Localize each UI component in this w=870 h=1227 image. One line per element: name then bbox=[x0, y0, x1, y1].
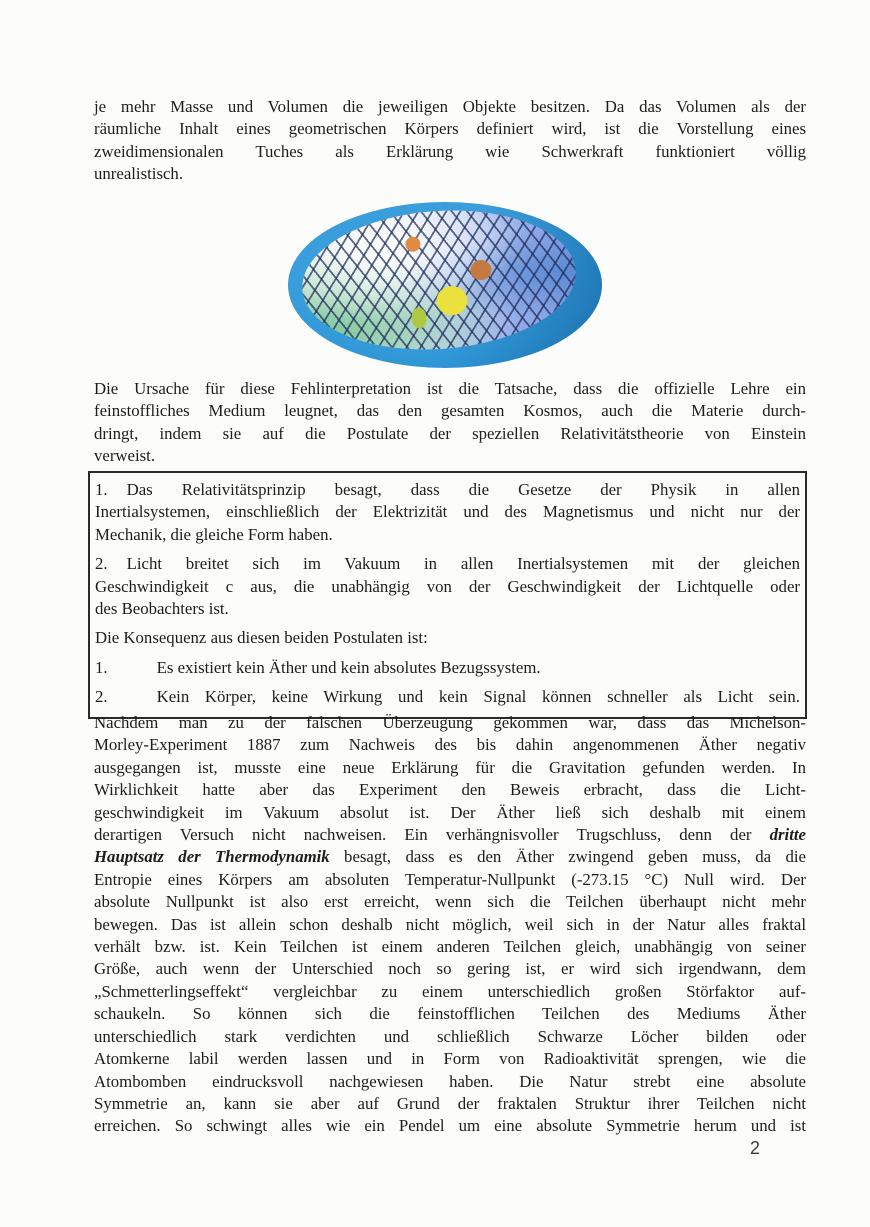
text-line bbox=[94, 118, 806, 140]
text-segment: Geschwindigkeit c aus, die unabhängig von der Geschwindigkeit der Lichtquelle oder bbox=[95, 576, 800, 596]
text-segment: Die Ursache für diese Fehlinterpretation ist die Tatsache, dass die offizielle Lehre ein bbox=[94, 379, 806, 398]
text-segment: Mechanik, die gleiche Form haben. bbox=[95, 524, 333, 544]
text-line bbox=[95, 501, 800, 523]
text-line bbox=[95, 627, 800, 649]
text-line bbox=[94, 846, 806, 868]
text-segment: 1. bbox=[95, 480, 108, 499]
text-line bbox=[94, 96, 806, 118]
tab-spacer bbox=[108, 701, 157, 702]
text-segment: Die Konsequenz aus diesen beiden Postulaten ist: bbox=[95, 628, 428, 648]
text-segment: Atomkerne labil werden lassen und in Form von Radioaktivität sprengen, wie die bbox=[94, 1049, 806, 1069]
text-segment: absolute Nullpunkt ist also erst erreicht, wenn sich die Teilchen überhaupt nicht mehr bbox=[94, 892, 806, 912]
text-line bbox=[94, 824, 806, 846]
text-line bbox=[95, 657, 800, 679]
consequence-intro bbox=[95, 627, 800, 649]
text-line bbox=[94, 779, 806, 801]
text-segment: Entropie eines Körpers am absoluten Temperatur-Nullpunkt (-273.15 °C) Null wird. Der bbox=[94, 869, 806, 889]
postulate-1 bbox=[95, 479, 800, 546]
text-segment: ausgegangen ist, musste eine neue Erklärung für die Gravitation gefunden werden. In bbox=[94, 757, 806, 777]
text-segment: erreichen. So schwingt alles wie ein Pendel um eine absolute Symmetrie herum und ist bbox=[94, 1116, 806, 1136]
text-segment: bewegen. Das ist allein schon deshalb nicht möglich, weil sich in der Natur alles fraktal bbox=[94, 914, 806, 934]
text-line bbox=[95, 524, 800, 546]
text-segment: Licht breitet sich im Vakuum in allen Inertialsystemen mit der gleichen bbox=[126, 554, 800, 574]
text-segment: 2. bbox=[95, 554, 108, 574]
text-segment: verweist. bbox=[94, 446, 156, 466]
text-segment: dringt, indem sie auf die Postulate der speziellen Relativitätstheorie von Einstein bbox=[94, 423, 806, 443]
text-line bbox=[94, 1048, 806, 1070]
text-segment: zweidimensionalen Tuches als Erklärung wie Schwerkraft funktioniert völlig bbox=[94, 141, 806, 161]
text-line bbox=[94, 141, 806, 163]
text-segment: Atombomben eindrucksvoll nachgewiesen haben. Die Natur strebt eine absolute bbox=[94, 1071, 806, 1091]
orange-ball bbox=[404, 236, 420, 252]
text-line bbox=[94, 400, 806, 422]
text-line bbox=[94, 1093, 806, 1115]
emphasized-text: dritte bbox=[769, 825, 806, 845]
text-line bbox=[94, 378, 806, 400]
tab-spacer bbox=[108, 568, 127, 569]
text-line bbox=[95, 553, 800, 575]
paragraph-cause bbox=[94, 378, 806, 468]
tab-spacer bbox=[108, 672, 157, 673]
text-segment: geschwindigkeit im Vakuum absolut ist. Der Äther ließ sich deshalb mit einem bbox=[94, 802, 806, 822]
text-segment: räumliche Inhalt eines geometrischen Körpers definiert wird, ist die Vorstellung eines bbox=[94, 119, 806, 139]
text-segment: derartigen Versuch nicht nachweisen. Ein verhängnisvoller Trugschluss, denn der bbox=[94, 825, 770, 845]
text-line bbox=[94, 802, 806, 824]
text-segment: besagt, dass es den Äther zwingend geben muss, da die bbox=[329, 847, 806, 867]
postulate-2 bbox=[95, 553, 800, 620]
text-line bbox=[94, 869, 806, 891]
text-line bbox=[95, 479, 800, 501]
text-segment: feinstoffliches Medium leugnet, das den gesamten Kosmos, auch die Materie durch- bbox=[94, 401, 806, 421]
text-segment: des Beobachters ist. bbox=[95, 599, 229, 619]
text-line bbox=[94, 981, 806, 1003]
text-line bbox=[94, 757, 806, 779]
text-segment: verhält bzw. ist. Kein Teilchen ist einem anderen Teilchen gleich, unabhängig von seiner bbox=[94, 937, 806, 957]
gravity-well-figure bbox=[288, 202, 602, 368]
text-line bbox=[94, 734, 806, 756]
text-segment: Das Relativitätsprinzip besagt, dass die Gesetze der Physik in allen bbox=[126, 480, 800, 499]
text-line bbox=[94, 163, 806, 185]
text-line bbox=[94, 891, 806, 913]
tab-spacer bbox=[108, 494, 127, 495]
consequence-2 bbox=[95, 686, 800, 708]
text-line bbox=[94, 936, 806, 958]
text-line bbox=[94, 445, 806, 467]
text-segment: 1. bbox=[95, 657, 108, 677]
text-line bbox=[94, 1026, 806, 1048]
text-line bbox=[94, 1071, 806, 1093]
page-number: 2 bbox=[750, 1138, 761, 1158]
text-line bbox=[95, 598, 800, 620]
text-line bbox=[95, 576, 800, 598]
text-line bbox=[94, 958, 806, 980]
paragraph-main bbox=[94, 712, 806, 1138]
text-segment: Kein Körper, keine Wirkung und kein Signal können schneller als Licht sein. bbox=[156, 687, 800, 707]
paragraph-intro bbox=[94, 96, 806, 186]
text-segment: unterschiedlich stark verdichten und schließlich Schwarze Löcher bilden oder bbox=[94, 1026, 806, 1046]
text-segment: Wirklichkeit hatte aber das Experiment den Beweis erbracht, dass die Licht- bbox=[94, 780, 806, 800]
text-line bbox=[94, 1115, 806, 1137]
text-segment: 2. bbox=[95, 687, 108, 707]
text-segment: Inertialsystemen, einschließlich der Elektrizität und des Magnetismus und nicht nur der bbox=[95, 502, 800, 522]
text-segment: Es existiert kein Äther und kein absolutes Bezugssystem. bbox=[156, 657, 541, 677]
emphasized-text: Hauptsatz der Thermodynamik bbox=[94, 847, 330, 867]
text-line bbox=[95, 686, 800, 708]
text-segment: „Schmetterlingseffekt“ vergleichbar zu einem unterschiedlich großen Störfaktor auf- bbox=[94, 981, 806, 1001]
text-line bbox=[94, 914, 806, 936]
text-line bbox=[94, 712, 806, 734]
text-line bbox=[94, 423, 806, 445]
consequence-1 bbox=[95, 657, 800, 679]
text-segment: unrealistisch. bbox=[94, 164, 184, 184]
text-segment: Größe, auch wenn der Unterschied noch so gering ist, er wird sich irgendwann, dem bbox=[94, 959, 806, 979]
text-segment: je mehr Masse und Volumen die jeweiligen Objekte besitzen. Da das Volumen als der bbox=[94, 97, 806, 116]
text-segment: Symmetrie an, kann sie aber auf Grund der fraktalen Struktur ihrer Teilchen nicht bbox=[94, 1093, 806, 1113]
text-line bbox=[94, 1003, 806, 1025]
text-segment: schaukeln. So können sich die feinstofflichen Teilchen des Mediums Äther bbox=[94, 1004, 806, 1024]
postulates-box bbox=[88, 471, 807, 719]
text-segment: Morley-Experiment 1887 zum Nachweis des bis dahin angenommenen Äther negativ bbox=[94, 735, 806, 755]
text-segment: Nachdem man zu der falschen Überzeugung gekommen war, dass das Michelson- bbox=[94, 713, 806, 732]
